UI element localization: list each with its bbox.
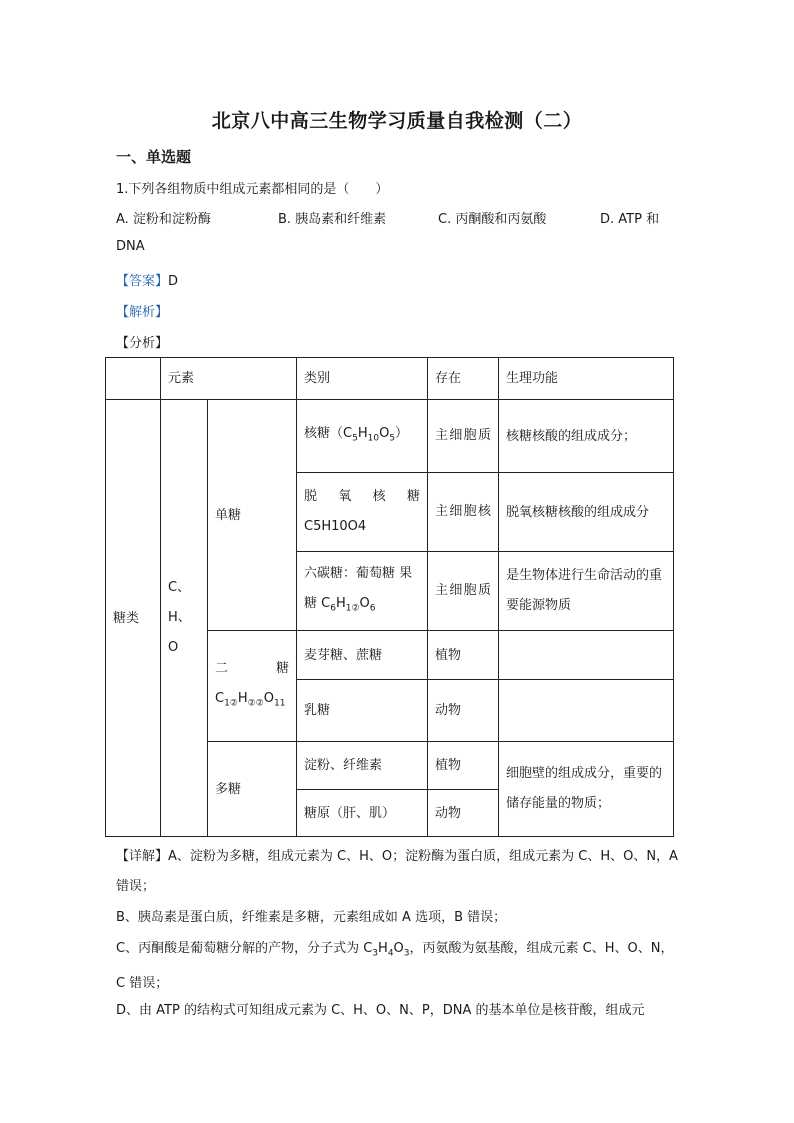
option-d: D. ATP 和 — [600, 212, 660, 227]
answer-label: 【答案】 — [116, 274, 169, 289]
cell-group: 糖类 — [106, 400, 161, 837]
detail-paragraph-a: 【详解】A、淀粉为多糖，组成元素为 C、H、O；淀粉酶为蛋白质，组成元素为 C、H、O、N，A 错误； — [116, 849, 678, 894]
table-header-row — [106, 358, 674, 400]
analysis-label: 【解析】 — [116, 305, 169, 320]
cell-lactose-exist: 动物 — [428, 680, 499, 742]
table-header-function: 生理功能 — [499, 358, 674, 400]
cell-poly: 多糖 — [208, 742, 297, 837]
cell-elements: C、H、O — [161, 400, 208, 837]
cell-ribose-func: 核糖核酸的组成成分； — [499, 400, 674, 473]
option-c: C. 丙酮酸和丙氨酸 — [438, 212, 547, 227]
detail-paragraph-d: D、由 ATP 的结构式可知组成元素为 C、H、O、N、P，DNA 的基本单位是核苷酸，组成元 — [116, 1003, 645, 1018]
section-heading: 一、单选题 — [116, 148, 192, 166]
cell-lactose: 乳糖 — [297, 680, 428, 742]
cell-glycogen: 糖原（肝、肌） — [297, 790, 428, 837]
cell-glycogen-exist: 动物 — [428, 790, 499, 837]
cell-di: 二 糖 $C_{1②}H_{②②}O_{11}$ — [208, 631, 297, 742]
answer-line — [116, 270, 178, 289]
cell-maltose: 麦芽糖、蔗糖 — [297, 631, 428, 680]
cell-maltose-exist: 植物 — [428, 631, 499, 680]
cell-lactose-func — [499, 680, 674, 742]
cell-poly-func: 细胞壁的组成成分，重要的储存能量的物质； — [499, 742, 674, 837]
cell-deoxyribose-exist: 主细胞核 — [428, 473, 499, 552]
cell-mono: 单糖 — [208, 400, 297, 631]
answer-value: D — [168, 274, 179, 289]
detail-paragraph-b: B、胰岛素是蛋白质，纤维素是多糖，元素组成如 A 选项，B 错误； — [116, 910, 507, 925]
cell-ribose: 核糖$(C_5H_{10}O_5)$ — [297, 400, 428, 473]
question-stem: 1.下列各组物质中组成元素都相同的是（ ） — [116, 182, 389, 197]
option-b: B. 胰岛素和纤维素 — [278, 212, 387, 227]
cell-maltose-func — [499, 631, 674, 680]
cell-hexose: 六碳糖：葡萄糖 果 糖 $C_6H_{1②}O_6$ — [297, 552, 428, 631]
fenxi-label: 【分析】 — [116, 336, 169, 351]
cell-starch: 淀粉、纤维素 — [297, 742, 428, 790]
table-header-empty — [106, 358, 161, 400]
table-header-element: 元素 — [161, 358, 297, 400]
page-title: 北京八中高三生物学习质量自我检测（二） — [211, 110, 583, 132]
cell-deoxyribose: 脱氧核糖 C5H10O4 — [297, 473, 428, 552]
table-header-type: 类别 — [297, 358, 428, 400]
cell-hexose-exist: 主细胞质 — [428, 552, 499, 631]
cell-hexose-func: 是生物体进行生命活动的重要能源物质 — [499, 552, 674, 631]
option-d-continued: DNA — [116, 239, 145, 254]
detail-paragraph-c: C、丙酮酸是葡萄糖分解的产物，分子式为 $C_3H_4O_3$，丙氨酸为氨基酸，组成元素 C、H、O、N，C 错误； — [116, 941, 674, 991]
cell-deoxyribose-func: 脱氧核糖核酸的组成成分 — [499, 473, 674, 552]
table-row — [106, 400, 674, 473]
cell-starch-exist: 植物 — [428, 742, 499, 790]
sugar-table — [105, 357, 674, 837]
cell-ribose-exist: 主细胞质 — [428, 400, 499, 473]
option-a: A. 淀粉和淀粉酶 — [116, 212, 211, 227]
table-header-exist: 存在 — [428, 358, 499, 400]
